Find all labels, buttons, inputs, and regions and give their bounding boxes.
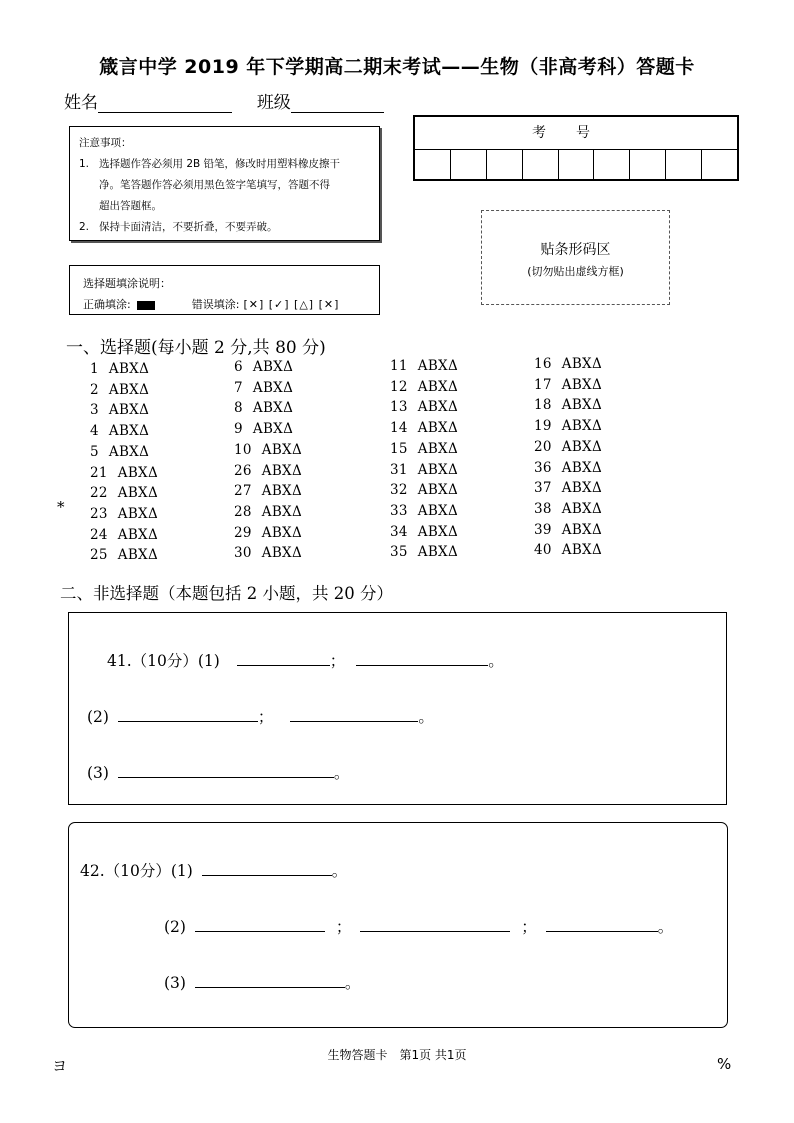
mc-question xyxy=(390,524,458,540)
notice-item-number: 2. xyxy=(79,221,90,233)
section1-title: 一、选择题(每小题 2 分,共 80 分) xyxy=(66,338,326,358)
mc-question xyxy=(234,463,302,479)
separator: ； xyxy=(521,918,537,936)
mc-question xyxy=(390,482,458,498)
mc-question xyxy=(90,506,158,522)
name-label: 姓名 xyxy=(64,93,98,113)
mc-question-number: 35 xyxy=(390,544,408,561)
mc-question xyxy=(534,418,602,434)
mc-question-number: 4 xyxy=(90,423,99,440)
mc-options[interactable]: ABXΔ xyxy=(261,462,303,479)
mc-question-number: 3 xyxy=(90,402,99,419)
mc-options[interactable]: ABXΔ xyxy=(561,459,603,476)
mc-question-number: 36 xyxy=(534,459,552,476)
correct-fill-label: 正确填涂: xyxy=(83,298,131,311)
notice-line: 超出答题框。 xyxy=(99,200,162,212)
mc-options[interactable]: ABXΔ xyxy=(561,438,603,455)
separator: ； xyxy=(257,708,274,726)
mc-question-number: 26 xyxy=(234,462,252,479)
mc-question xyxy=(234,380,293,396)
answer-blank[interactable] xyxy=(546,916,658,932)
section2-title: 二、非选择题（本题包括 2 小题，共 20 分） xyxy=(60,584,393,603)
mc-question-number: 40 xyxy=(534,542,552,559)
mc-options[interactable]: ABXΔ xyxy=(561,480,603,497)
mc-question xyxy=(234,442,302,458)
mc-options[interactable]: ABXΔ xyxy=(561,356,603,372)
mc-options[interactable]: ABXΔ xyxy=(252,379,294,396)
notice-box xyxy=(69,126,380,241)
mc-question-number: 10 xyxy=(234,441,252,458)
mc-options[interactable]: ABXΔ xyxy=(417,502,459,519)
mc-question xyxy=(90,402,149,418)
q41-line3 xyxy=(87,761,349,783)
mc-question xyxy=(534,501,602,517)
mc-options[interactable]: ABXΔ xyxy=(108,361,150,377)
mc-options[interactable]: ABXΔ xyxy=(261,441,303,458)
mc-question-number: 31 xyxy=(390,461,408,478)
mc-question xyxy=(534,397,602,413)
q42-head: 42.（10分）(1) xyxy=(80,862,193,880)
terminator: 。 xyxy=(344,974,361,992)
mc-question xyxy=(90,361,149,377)
class-label: 班级 xyxy=(256,93,291,113)
exam-number-cell[interactable] xyxy=(630,150,666,180)
mc-question xyxy=(534,356,602,372)
fill-instructions-heading: 选择题填涂说明： xyxy=(83,277,171,290)
mc-options[interactable]: ABXΔ xyxy=(108,381,150,398)
separator: ； xyxy=(335,918,352,936)
terminator: 。 xyxy=(488,652,504,670)
name-blank[interactable] xyxy=(98,96,232,113)
mc-options[interactable]: ABXΔ xyxy=(261,483,303,500)
mc-question-number: 38 xyxy=(534,500,552,517)
mc-options[interactable]: ABXΔ xyxy=(561,376,603,393)
mc-question xyxy=(234,483,302,499)
mc-question-number: 5 xyxy=(90,443,99,460)
answer-blank[interactable] xyxy=(356,650,488,666)
terminator: 。 xyxy=(657,918,674,936)
mc-question-number: 14 xyxy=(390,420,408,437)
q41-part3: (3) xyxy=(87,764,109,782)
mc-question-number: 27 xyxy=(234,483,252,500)
answer-blank[interactable] xyxy=(290,706,418,722)
mc-question xyxy=(390,503,458,519)
mc-question xyxy=(234,504,302,520)
mc-options[interactable]: ABXΔ xyxy=(261,503,303,520)
exam-number-cells xyxy=(415,150,737,180)
mc-options[interactable]: ABXΔ xyxy=(417,461,459,478)
mc-options[interactable]: ABXΔ xyxy=(252,400,294,417)
q42-part2: (2) xyxy=(164,918,186,936)
mc-options[interactable]: ABXΔ xyxy=(417,378,459,395)
q41-line2 xyxy=(87,705,434,727)
mc-question xyxy=(390,462,458,478)
page-footer: 生物答题卡 第1页 共1页 xyxy=(327,1048,467,1062)
mc-options[interactable]: ABXΔ xyxy=(261,524,303,541)
exam-number-grid xyxy=(413,115,739,181)
q41-part2: (2) xyxy=(87,708,109,726)
mc-question-number: 13 xyxy=(390,399,408,416)
mc-question-number: 11 xyxy=(390,358,408,374)
mc-options[interactable]: ABXΔ xyxy=(117,547,159,564)
q42-line1 xyxy=(80,859,347,881)
mc-question-number: 32 xyxy=(390,482,408,499)
exam-number-cell[interactable] xyxy=(451,150,487,180)
mc-question xyxy=(390,379,458,395)
exam-number-header: 考号 xyxy=(415,117,737,150)
mc-question-number: 16 xyxy=(534,356,552,372)
question-41-box xyxy=(68,612,727,805)
mc-question xyxy=(90,485,158,501)
mc-options[interactable]: ABXΔ xyxy=(417,399,459,416)
mc-options[interactable]: ABXΔ xyxy=(417,358,459,374)
mc-question xyxy=(390,399,458,415)
mc-question-number: 19 xyxy=(534,418,552,435)
terminator: 。 xyxy=(331,862,348,880)
mc-question xyxy=(390,544,458,560)
answer-blank[interactable] xyxy=(118,706,258,722)
mc-options[interactable]: ABXΔ xyxy=(561,542,603,559)
mc-options[interactable]: ABXΔ xyxy=(108,423,150,440)
mc-question xyxy=(90,527,158,543)
mc-question-number: 24 xyxy=(90,526,108,543)
mc-question xyxy=(534,542,602,558)
mc-options[interactable]: ABXΔ xyxy=(108,443,150,460)
barcode-label: 贴条形码区 xyxy=(540,242,611,258)
barcode-area xyxy=(481,210,670,305)
mc-options[interactable]: ABXΔ xyxy=(417,544,459,561)
mc-question xyxy=(534,480,602,496)
question-42-box xyxy=(68,822,728,1028)
class-blank[interactable] xyxy=(291,96,384,113)
wrong-fill-label: 错误填涂: xyxy=(191,298,240,311)
answer-blank[interactable] xyxy=(237,650,330,666)
mc-options[interactable]: ABXΔ xyxy=(252,421,294,438)
fill-instructions-box xyxy=(69,265,380,315)
mc-question xyxy=(90,547,158,563)
mc-question-number: 1 xyxy=(90,361,99,377)
exam-number-cell[interactable] xyxy=(523,150,559,180)
q42-line2 xyxy=(164,915,673,937)
mc-question-number: 7 xyxy=(234,379,243,396)
notice-item xyxy=(79,154,371,217)
mc-options[interactable]: ABXΔ xyxy=(561,500,603,517)
q42-line3 xyxy=(164,971,360,993)
wrong-fill-marks: [✕] [✓] [△] [✕] xyxy=(243,298,340,311)
mc-question xyxy=(534,377,602,393)
mc-options[interactable]: ABXΔ xyxy=(561,397,603,414)
corner-mark-right: % xyxy=(717,1055,732,1073)
mc-question xyxy=(90,423,149,439)
mc-question xyxy=(234,359,293,375)
mc-question xyxy=(390,358,458,374)
correct-fill-mark xyxy=(137,301,155,310)
mc-question-number: 34 xyxy=(390,523,408,540)
mc-question xyxy=(90,444,149,460)
mc-question-number: 39 xyxy=(534,521,552,538)
mc-options[interactable]: ABXΔ xyxy=(108,402,150,419)
mc-question xyxy=(534,439,602,455)
mc-question xyxy=(90,382,149,398)
mc-question-number: 23 xyxy=(90,505,108,522)
mc-question-number: 25 xyxy=(90,547,108,564)
notice-line: 净。笔答题作答必须用黑色签字笔填写，答题不得 xyxy=(99,179,330,191)
mc-options[interactable]: ABXΔ xyxy=(117,485,159,502)
notice-line: 保持卡面清洁，不要折叠，不要弄破。 xyxy=(99,221,278,233)
mc-question xyxy=(534,460,602,476)
mc-options[interactable]: ABXΔ xyxy=(417,420,459,437)
mc-options[interactable]: ABXΔ xyxy=(117,464,159,481)
mc-options[interactable]: ABXΔ xyxy=(117,526,159,543)
corner-mark-left: ヨ xyxy=(52,1057,68,1075)
mc-options[interactable]: ABXΔ xyxy=(117,505,159,522)
answer-blank[interactable] xyxy=(202,860,332,876)
mc-options[interactable]: ABXΔ xyxy=(417,482,459,499)
mc-question-number: 2 xyxy=(90,381,99,398)
mc-question-number: 29 xyxy=(234,524,252,541)
mc-question xyxy=(90,465,158,481)
mc-question xyxy=(234,421,293,437)
mc-question-number: 15 xyxy=(390,440,408,457)
q41-line1 xyxy=(107,649,504,671)
mc-question xyxy=(234,400,293,416)
notice-item xyxy=(79,217,371,238)
notice-line: 选择题作答必须用 2B 铅笔，修改时用塑料橡皮擦干 xyxy=(99,158,341,170)
mc-question-number: 33 xyxy=(390,502,408,519)
terminator: 。 xyxy=(418,708,434,726)
mc-question-number: 18 xyxy=(534,397,552,414)
card-title: 箴言中学 2019 年下学期高二期末考试——生物（非高考科）答题卡 xyxy=(99,56,695,78)
mc-options[interactable]: ABXΔ xyxy=(417,440,459,457)
mc-question xyxy=(234,545,302,561)
answer-blank[interactable] xyxy=(195,972,345,988)
q42-part3: (3) xyxy=(164,974,186,992)
notice-item-number: 1. xyxy=(79,158,90,170)
mc-options[interactable]: ABXΔ xyxy=(561,418,603,435)
mc-question-number: 8 xyxy=(234,400,243,417)
mc-question-number: 12 xyxy=(390,378,408,395)
exam-number-cell[interactable] xyxy=(702,150,737,180)
answer-blank[interactable] xyxy=(118,762,334,778)
separator: ； xyxy=(329,652,346,670)
exam-number-cell[interactable] xyxy=(666,150,702,180)
mc-options[interactable]: ABXΔ xyxy=(417,523,459,540)
mc-question-number: 22 xyxy=(90,485,108,502)
answer-blank[interactable] xyxy=(360,916,510,932)
notice-heading: 注意事项： xyxy=(79,137,132,149)
answer-blank[interactable] xyxy=(195,916,325,932)
mc-question-number: 20 xyxy=(534,438,552,455)
barcode-note: (切勿贴出虚线方框) xyxy=(527,265,624,278)
mc-options[interactable]: ABXΔ xyxy=(252,359,294,375)
exam-number-cell[interactable] xyxy=(594,150,630,180)
mc-question xyxy=(234,525,302,541)
mc-question-number: 21 xyxy=(90,464,108,481)
mc-question xyxy=(390,420,458,436)
mc-question-number: 17 xyxy=(534,376,552,393)
mc-options[interactable]: ABXΔ xyxy=(561,521,603,538)
q41-head: 41.（10分）(1) xyxy=(107,652,220,670)
mc-question-number: 6 xyxy=(234,359,243,375)
star-mark: * xyxy=(57,498,65,516)
mc-question xyxy=(390,441,458,457)
student-info-row xyxy=(64,88,384,113)
mc-question-number: 28 xyxy=(234,503,252,520)
mc-question xyxy=(534,522,602,538)
exam-number-cell[interactable] xyxy=(559,150,595,180)
fill-examples xyxy=(83,294,379,315)
terminator: 。 xyxy=(333,764,350,782)
mc-question-number: 37 xyxy=(534,480,552,497)
exam-number-cell[interactable] xyxy=(487,150,523,180)
mc-options[interactable]: ABXΔ xyxy=(261,545,303,562)
mc-question-number: 30 xyxy=(234,545,252,562)
mc-question-number: 9 xyxy=(234,421,243,438)
exam-number-cell[interactable] xyxy=(415,150,451,180)
